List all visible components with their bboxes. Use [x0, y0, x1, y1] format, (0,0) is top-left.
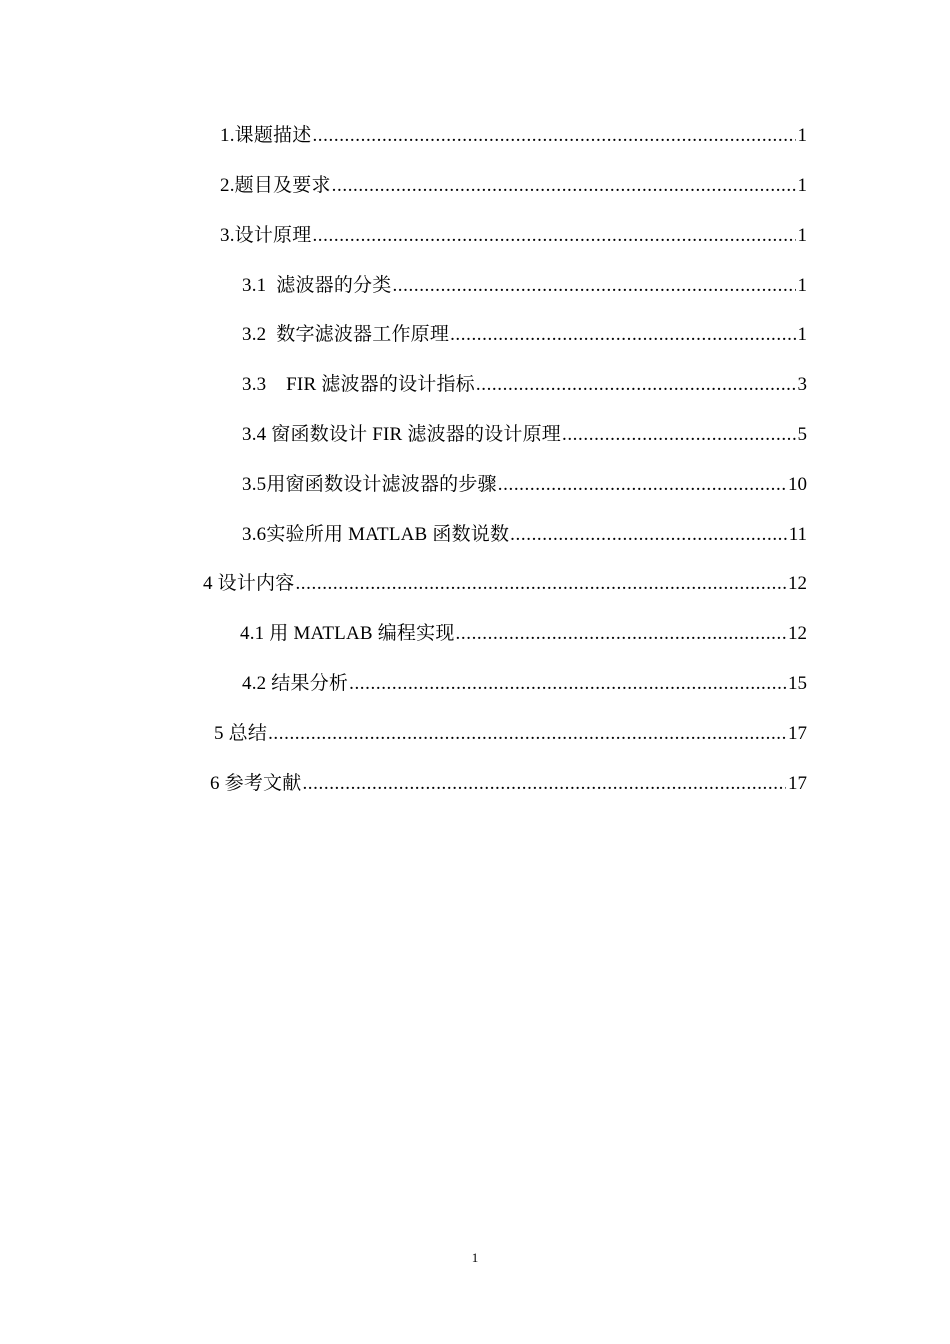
toc-entry-title: 6 参考文献 — [210, 773, 302, 794]
toc-entry[interactable] — [214, 719, 807, 749]
toc-entry-page: 1 — [797, 275, 807, 296]
toc-entry-page: 12 — [788, 573, 807, 594]
toc-entry[interactable] — [242, 271, 807, 301]
toc-entry[interactable] — [210, 769, 807, 799]
toc-entry-page: 17 — [788, 773, 807, 794]
toc-entry[interactable] — [203, 569, 807, 599]
toc-dot-leader — [562, 420, 796, 450]
toc-dot-leader — [268, 719, 786, 749]
toc-dot-leader — [450, 320, 795, 350]
toc-entry-page: 17 — [788, 723, 807, 744]
toc-entry-page: 5 — [797, 424, 807, 445]
toc-entry-title: 4.2 结果分析 — [242, 673, 349, 694]
toc-entry[interactable] — [242, 370, 807, 400]
toc-entry-title: 1.课题描述 — [220, 125, 312, 146]
toc-entry-page: 1 — [797, 125, 807, 146]
toc-entry[interactable] — [242, 420, 807, 450]
toc-dot-leader — [456, 619, 786, 649]
toc-entry-title: 3.2 数字滤波器工作原理 — [242, 324, 450, 345]
toc-dot-leader — [498, 470, 786, 500]
toc-dot-leader — [295, 569, 786, 599]
toc-dot-leader — [312, 221, 795, 251]
toc-entry-title: 3.6实验所用 MATLAB 函数说数 — [242, 524, 510, 545]
toc-entry-page: 3 — [797, 374, 807, 395]
toc-entry[interactable] — [242, 470, 807, 500]
toc-entry-title: 3.3 FIR 滤波器的设计指标 — [242, 374, 475, 395]
toc-entry-title: 5 总结 — [214, 723, 268, 744]
toc-dot-leader — [510, 520, 787, 550]
toc-dot-leader — [476, 370, 796, 400]
toc-entry-page: 1 — [797, 324, 807, 345]
toc-entry[interactable] — [220, 171, 807, 201]
toc-dot-leader — [392, 271, 795, 301]
toc-entry[interactable] — [242, 320, 807, 350]
toc-entry-page: 15 — [788, 673, 807, 694]
toc-entry-page: 11 — [788, 524, 807, 545]
toc-entry[interactable] — [240, 619, 807, 649]
toc-entry[interactable] — [242, 669, 807, 699]
toc-entry-title: 3.5用窗函数设计滤波器的步骤 — [242, 474, 497, 495]
toc-entry-title: 4 设计内容 — [203, 573, 295, 594]
toc-entry-page: 10 — [788, 474, 807, 495]
toc-dot-leader — [302, 769, 786, 799]
toc-entry-title: 3.4 窗函数设计 FIR 滤波器的设计原理 — [242, 424, 561, 445]
toc-entry-page: 12 — [788, 623, 807, 644]
toc-entry[interactable] — [220, 121, 807, 151]
toc-entry-page: 1 — [797, 225, 807, 246]
toc-entry-title: 3.1 滤波器的分类 — [242, 275, 392, 296]
toc-dot-leader — [332, 171, 796, 201]
toc-entry[interactable] — [242, 520, 807, 550]
page-number: 1 — [471, 1250, 479, 1265]
toc-dot-leader — [312, 121, 795, 151]
toc-entry-title: 4.1 用 MATLAB 编程实现 — [240, 623, 455, 644]
toc-entry-title: 3.设计原理 — [220, 225, 312, 246]
toc-entry-title: 2.题目及要求 — [220, 175, 331, 196]
toc-entry[interactable] — [220, 221, 807, 251]
toc-entry-page: 1 — [797, 175, 807, 196]
toc-dot-leader — [349, 669, 786, 699]
